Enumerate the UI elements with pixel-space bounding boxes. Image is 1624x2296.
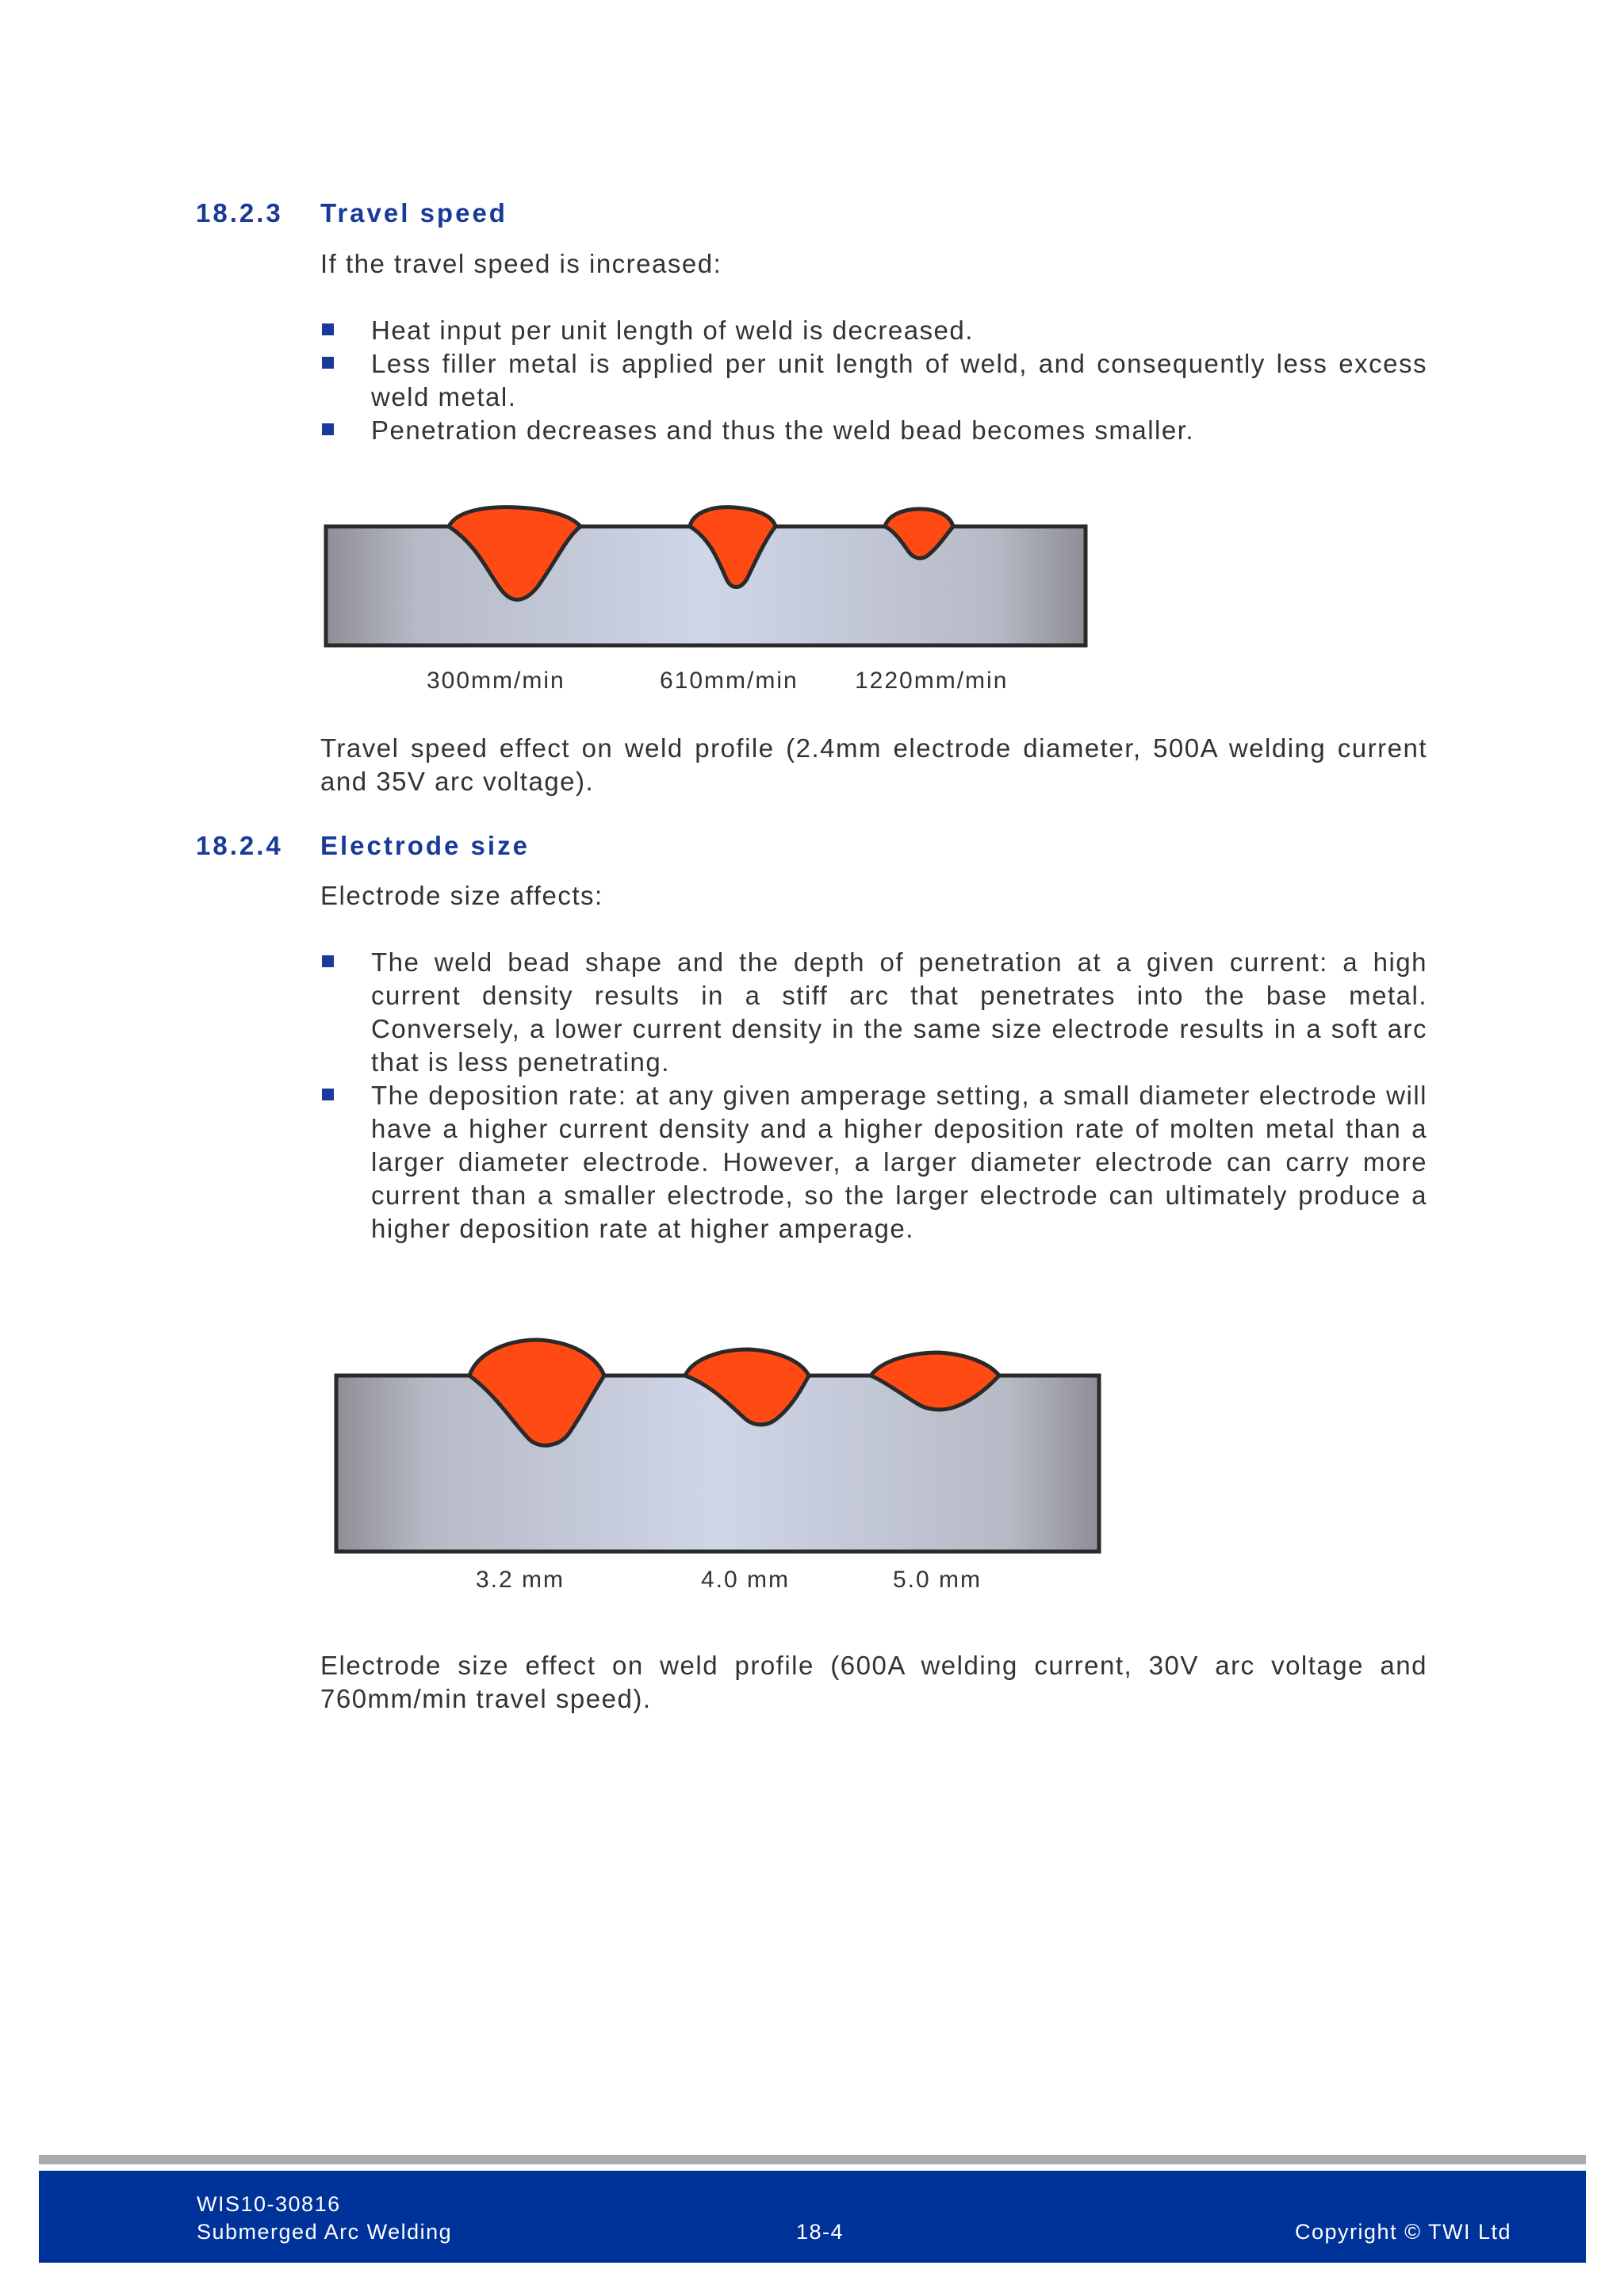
list-item bbox=[320, 946, 1427, 1079]
section-intro: Electrode size affects: bbox=[320, 881, 603, 910]
list-item-text: Heat input per unit length of weld is decreased. bbox=[371, 316, 974, 345]
list-item-text: The weld bead shape and the depth of penetration at a given current: a high current density results in a stiff arc that penetrates into the base metal. Conversely, a lower current density in the same size electrode results in a soft arc that is less penetrating. bbox=[371, 947, 1427, 1077]
list-item-text: Less filler metal is applied per unit length of weld, and consequently less excess weld metal. bbox=[371, 349, 1427, 411]
square-bullet-icon bbox=[322, 423, 334, 435]
weld-profile-diagram bbox=[333, 1324, 1110, 1562]
weld-profile-diagram bbox=[324, 499, 1093, 658]
square-bullet-icon bbox=[322, 1089, 334, 1100]
figure-caption: Electrode size effect on weld profile (600A welding current, 30V arc voltage and 760mm/min travel speed). bbox=[320, 1651, 1427, 1713]
figure-label: 4.0 mm bbox=[701, 1567, 791, 1593]
bullet-list-electrode-size bbox=[320, 946, 1427, 1246]
section-intro: If the travel speed is increased: bbox=[320, 249, 722, 278]
figure-label: 5.0 mm bbox=[893, 1567, 982, 1593]
figure-caption: Travel speed effect on weld profile (2.4mm electrode diameter, 500A welding current and 35V arc voltage). bbox=[320, 733, 1427, 796]
figure-label: 1220mm/min bbox=[855, 668, 1009, 694]
page-number: 18-4 bbox=[796, 2220, 845, 2244]
footer-divider bbox=[39, 2155, 1586, 2164]
base-plate bbox=[326, 526, 1086, 645]
section-title: Travel speed bbox=[320, 198, 508, 228]
section-heading-electrode-size bbox=[196, 831, 530, 861]
list-item-text: The deposition rate: at any given amperage setting, a small diameter electrode will have a higher current density and a higher deposition rate of molten metal than a larger diameter electrode. However, a larger diameter electrode can carry more current than a smaller electrode, so the larger electrode can ultimately produce a higher deposition rate at higher amperage. bbox=[371, 1081, 1427, 1243]
copyright-notice: Copyright © TWI Ltd bbox=[1295, 2220, 1511, 2244]
square-bullet-icon bbox=[322, 955, 334, 967]
base-plate bbox=[336, 1376, 1099, 1552]
figure-label: 610mm/min bbox=[660, 668, 799, 694]
section-heading-travel-speed bbox=[196, 198, 508, 228]
document-title: Submerged Arc Welding bbox=[197, 2220, 453, 2244]
list-item bbox=[320, 1079, 1427, 1246]
list-item-text: Penetration decreases and thus the weld bead becomes smaller. bbox=[371, 415, 1195, 445]
square-bullet-icon bbox=[322, 357, 334, 369]
section-number: 18.2.4 bbox=[196, 831, 283, 860]
travel-speed-figure bbox=[324, 499, 1093, 706]
page-footer bbox=[39, 2171, 1586, 2263]
square-bullet-icon bbox=[322, 323, 334, 335]
section-title: Electrode size bbox=[320, 831, 530, 860]
electrode-size-figure bbox=[333, 1324, 1110, 1601]
bullet-list-travel-speed bbox=[320, 314, 1427, 447]
list-item bbox=[320, 314, 1427, 347]
document-id: WIS10-30816 bbox=[197, 2192, 341, 2216]
figure-label: 300mm/min bbox=[427, 668, 565, 694]
list-item bbox=[320, 347, 1427, 414]
figure-label: 3.2 mm bbox=[476, 1567, 565, 1593]
section-number: 18.2.3 bbox=[196, 198, 283, 228]
list-item bbox=[320, 414, 1427, 447]
